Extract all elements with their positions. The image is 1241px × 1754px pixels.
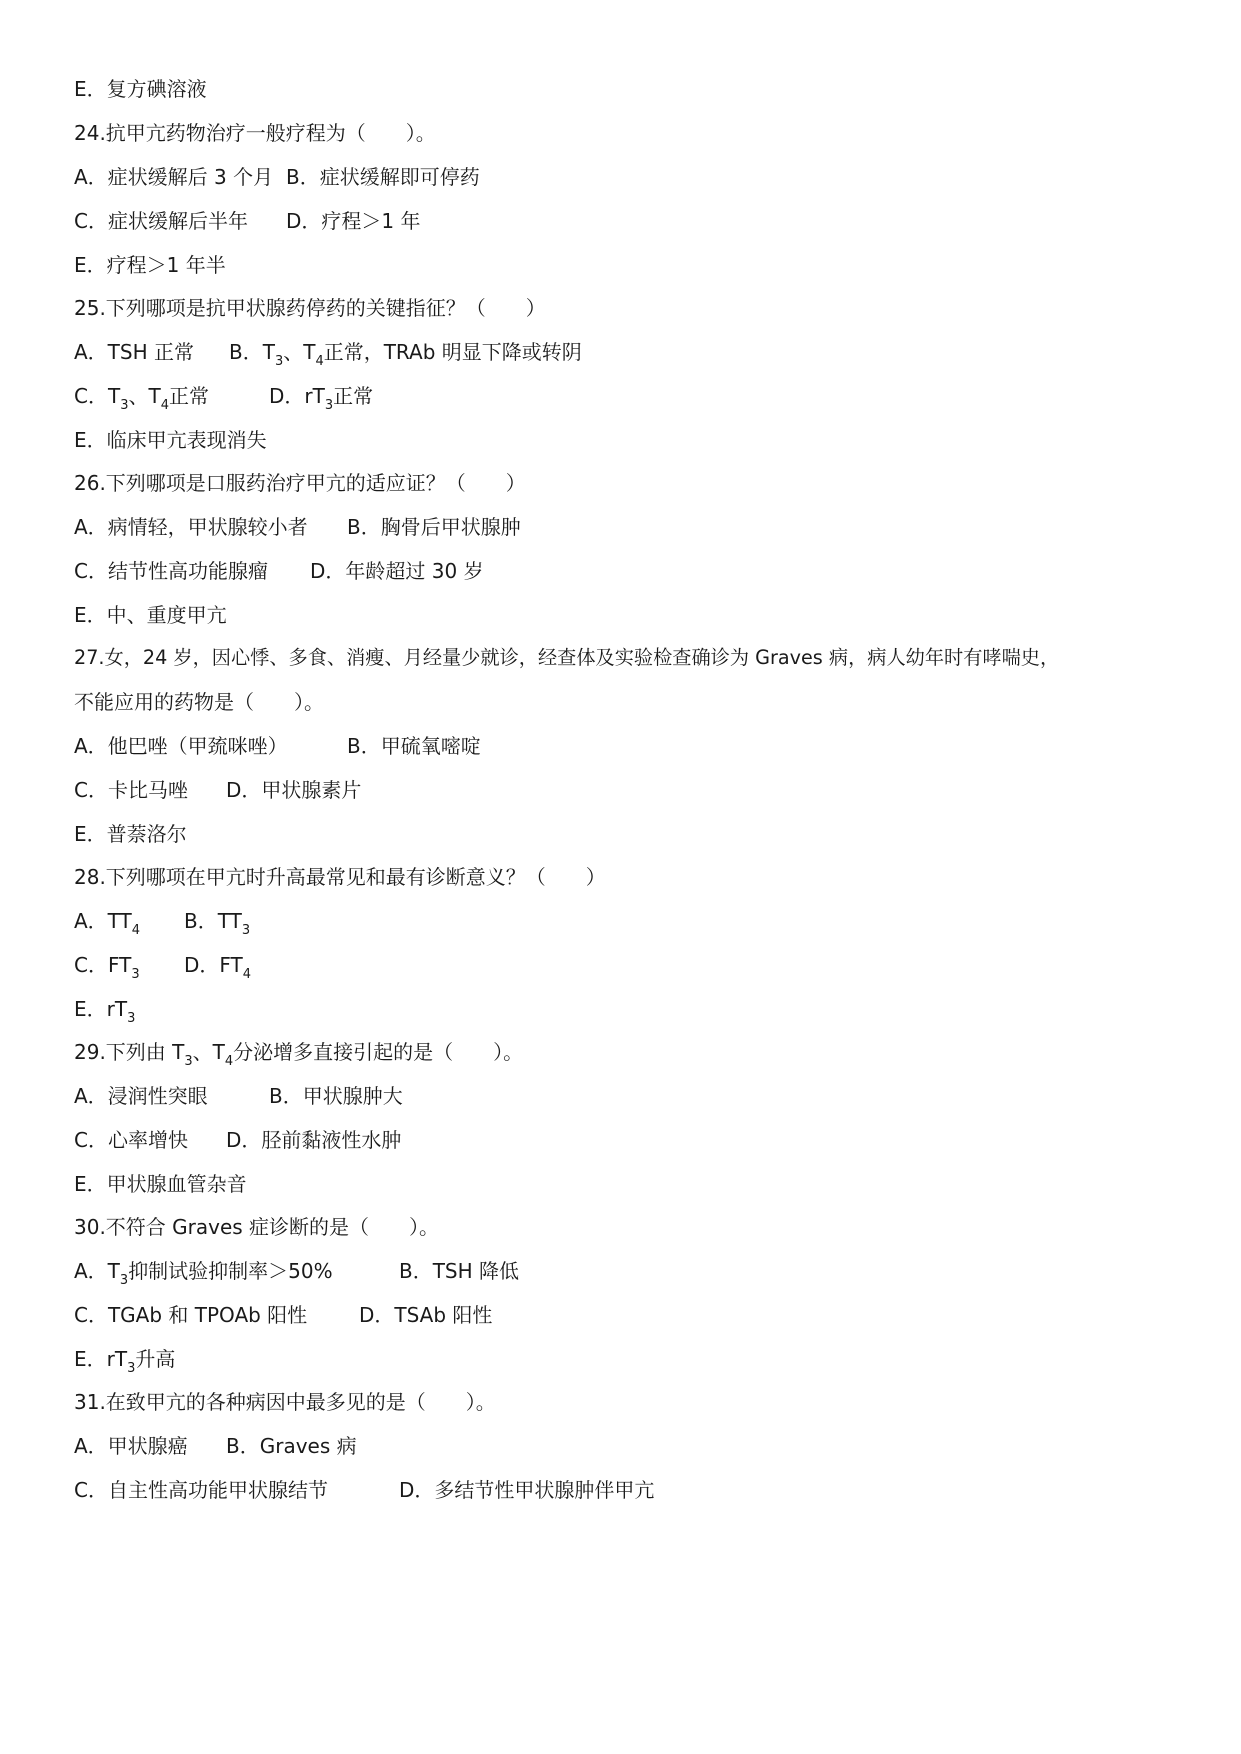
option-e-text: E．rT	[74, 1347, 128, 1371]
question-26-options-cd	[74, 556, 484, 586]
option-b-text: B．T	[229, 340, 275, 364]
option-c	[74, 381, 269, 415]
question-31-stem	[74, 1387, 496, 1417]
question-text-part: 、T	[192, 1040, 225, 1064]
question-text: 28.下列哪项在甲亢时升高最常见和最有诊断意义？（ ）	[74, 865, 606, 889]
option-a: A．他巴唑（甲巯咪唑）	[74, 734, 288, 758]
question-30-option-e	[74, 1344, 175, 1374]
option-b-text: 正常，TRAb 明显下降或转阴	[323, 340, 582, 364]
option-a	[74, 1256, 399, 1290]
question-25-options-ab	[74, 337, 582, 367]
question-28-option-e	[74, 994, 135, 1024]
question-25-option-e	[74, 425, 267, 455]
option-d: D．疗程＞1 年	[286, 209, 421, 233]
option-b: B．胸骨后甲状腺肿	[347, 515, 521, 539]
question-text: 26.下列哪项是口服药治疗甲亢的适应证？（ ）	[74, 471, 526, 495]
question-text: 25.下列哪项是抗甲状腺药停药的关键指征？（ ）	[74, 296, 546, 320]
subscript: 3	[184, 1054, 193, 1069]
option-a-text: 抑制试验抑制率＞50%	[128, 1259, 333, 1283]
subscript: 3	[241, 923, 251, 938]
question-28-options-cd	[74, 950, 251, 980]
option-c: C．心率增快	[74, 1128, 188, 1152]
option-d: D．胫前黏液性水肿	[226, 1128, 402, 1152]
option-e-text: 升高	[135, 1347, 176, 1371]
option-e: E．甲状腺血管杂音	[74, 1172, 247, 1196]
option-d: D．TSAb 阳性	[359, 1303, 493, 1327]
option-e: E．普萘洛尔	[74, 822, 187, 846]
option-b-text: 、T	[283, 340, 316, 364]
option-a-text: A．TT	[74, 909, 132, 933]
option-e-q23	[74, 74, 207, 104]
option-a: A．TSH 正常	[74, 340, 194, 364]
subscript: 4	[315, 354, 324, 369]
subscript: 4	[224, 1054, 234, 1069]
question-29-stem	[74, 1037, 523, 1067]
question-text: 27.女，24 岁，因心悸、多食、消瘦、月经量少就诊，经查体及实验检查确诊为 Graves 病，病人幼年时有哮喘史，	[74, 646, 1060, 669]
question-text-part: 29.下列由 T	[74, 1040, 185, 1064]
option-a: A．病情轻，甲状腺较小者	[74, 515, 308, 539]
question-26-stem	[74, 468, 526, 498]
option-c-text: 正常	[168, 384, 209, 408]
question-27-option-e	[74, 819, 187, 849]
option-e: E．疗程＞1 年半	[74, 253, 226, 277]
subscript: 3	[127, 1011, 136, 1026]
option-b: B．甲硫氧嘧啶	[347, 734, 481, 758]
question-27-options-cd	[74, 775, 361, 805]
option-c: C．TGAb 和 TPOAb 阳性	[74, 1303, 308, 1327]
question-28-stem	[74, 862, 606, 892]
question-text: 30.不符合 Graves 症诊断的是（ ）。	[74, 1215, 440, 1239]
option-e	[74, 1344, 175, 1378]
option-b	[184, 906, 250, 940]
option-c-text: C．T	[74, 384, 121, 408]
question-25-options-cd	[74, 381, 373, 411]
option-a: A．甲状腺癌	[74, 1434, 188, 1458]
question-text-part: 分泌增多直接引起的是（ ）。	[233, 1040, 524, 1064]
subscript: 3	[119, 1273, 129, 1288]
option-b	[229, 337, 582, 371]
question-24-option-e	[74, 250, 226, 280]
option-d: D．甲状腺素片	[226, 778, 362, 802]
option-b: B．甲状腺肿大	[269, 1084, 403, 1108]
question-text	[74, 1037, 523, 1071]
subscript: 3	[274, 354, 284, 369]
question-31-options-ab	[74, 1431, 357, 1461]
option-text: E．复方碘溶液	[74, 77, 207, 101]
subscript: 3	[324, 398, 334, 413]
option-b-text: B．TT	[184, 909, 242, 933]
question-29-option-e	[74, 1169, 247, 1199]
option-c-text: 、T	[128, 384, 161, 408]
option-a	[74, 906, 184, 940]
option-d: D．年龄超过 30 岁	[310, 559, 484, 583]
subscript: 3	[127, 1361, 136, 1376]
option-e	[74, 994, 135, 1028]
question-30-stem	[74, 1212, 439, 1242]
option-e: E．临床甲亢表现消失	[74, 428, 267, 452]
option-d-text: D．rT	[269, 384, 325, 408]
question-27-stem-line2	[74, 687, 324, 717]
option-b: B．症状缓解即可停药	[286, 165, 480, 189]
question-31-options-cd	[74, 1475, 654, 1505]
option-d	[269, 381, 373, 415]
question-29-options-cd	[74, 1125, 401, 1155]
question-27-stem-line1	[74, 643, 1059, 673]
question-27-options-ab	[74, 731, 481, 761]
question-25-stem	[74, 293, 546, 323]
option-e: E．中、重度甲亢	[74, 603, 227, 627]
option-c: C．症状缓解后半年	[74, 209, 248, 233]
option-c: C．自主性高功能甲状腺结节	[74, 1478, 328, 1502]
question-30-options-cd	[74, 1300, 492, 1330]
option-b: B．Graves 病	[226, 1434, 357, 1458]
option-d-text: 正常	[333, 384, 374, 408]
question-24-options-cd	[74, 206, 420, 236]
option-a: A．症状缓解后 3 个月	[74, 165, 274, 189]
option-e-text: E．rT	[74, 997, 128, 1021]
subscript: 3	[131, 967, 140, 982]
question-29-options-ab	[74, 1081, 403, 1111]
subscript: 3	[120, 398, 129, 413]
option-c	[74, 950, 184, 984]
option-b: B．TSH 降低	[399, 1259, 520, 1283]
question-text: 不能应用的药物是（ ）。	[74, 690, 324, 714]
subscript: 4	[160, 398, 169, 413]
option-d	[184, 950, 251, 984]
subscript: 4	[131, 923, 141, 938]
question-26-option-e	[74, 600, 227, 630]
question-text: 31.在致甲亢的各种病因中最多见的是（ ）。	[74, 1390, 496, 1414]
question-24-options-ab	[74, 162, 480, 192]
question-28-options-ab	[74, 906, 250, 936]
option-c: C．卡比马唑	[74, 778, 188, 802]
option-d-text: D．FT	[184, 953, 243, 977]
subscript: 4	[242, 967, 252, 982]
question-text: 24.抗甲亢药物治疗一般疗程为（ ）。	[74, 121, 436, 145]
question-26-options-ab	[74, 512, 521, 542]
option-a: A．浸润性突眼	[74, 1084, 208, 1108]
question-30-options-ab	[74, 1256, 519, 1286]
option-a-text: A．T	[74, 1259, 120, 1283]
option-c: C．结节性高功能腺瘤	[74, 559, 268, 583]
question-24-stem	[74, 118, 436, 148]
option-d: D．多结节性甲状腺肿伴甲亢	[399, 1478, 655, 1502]
option-c-text: C．FT	[74, 953, 132, 977]
